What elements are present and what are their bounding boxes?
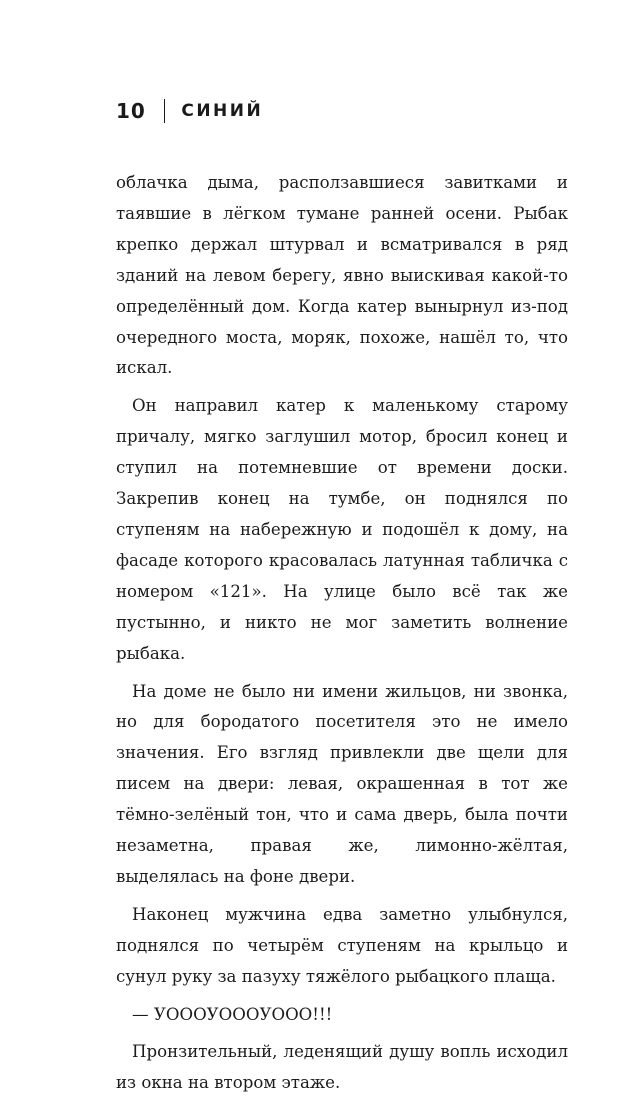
paragraph-scream-source: Пронзительный, леденящий душу вопль исходил из окна на втором этаже. bbox=[116, 1042, 568, 1093]
paragraph-boat-docks: Он направил катер к маленькому старому причалу, мягко заглушил мотор, бросил конец и ступил на потемневшие от времени доски. Закрепив конец на тумбе, он поднялся по ступеням на набережную и подошёл к дому, на фасаде которого красовалась латунная табличка с номером «121». На улице было всё так же пустынно, и никто не мог заметить волнение рыбака. bbox=[116, 396, 568, 663]
paragraph-man-smiles: Наконец мужчина едва заметно улыбнулся, поднялся по четырём ступеням на крыльцо и сунул руку за пазуху тяжёлого рыбацкого плаща. bbox=[116, 904, 568, 986]
header-divider bbox=[164, 99, 166, 123]
page-number: 10 bbox=[116, 99, 146, 123]
book-title: СИНИЙ bbox=[181, 101, 264, 121]
paragraph-mail-slots: На доме не было ни имени жильцов, ни звонка, но для бородатого посетителя это не имело значения. Его взгляд привлекли две щели для писем на двери: левая, окрашенная в тот же тёмно-зелёный тон, что и сама дверь, была почти незаметна, правая же, лимонно-жёлтая, выделялась на фоне двери. bbox=[116, 681, 568, 886]
paragraph-continuation: облачка дыма, расползавшиеся завитками и таявшие в лёгком тумане ранней осени. Рыбак крепко держал штурвал и всматривался в ряд зданий на левом берегу, явно выискивая какой-то определённый дом. Когда катер вынырнул из-под очередного моста, моряк, похоже, нашёл то, что искал. bbox=[116, 173, 568, 378]
running-header bbox=[116, 96, 263, 126]
body-text bbox=[116, 168, 568, 1099]
dialogue-scream: — УОООУОООУООО!!! bbox=[132, 1004, 333, 1024]
